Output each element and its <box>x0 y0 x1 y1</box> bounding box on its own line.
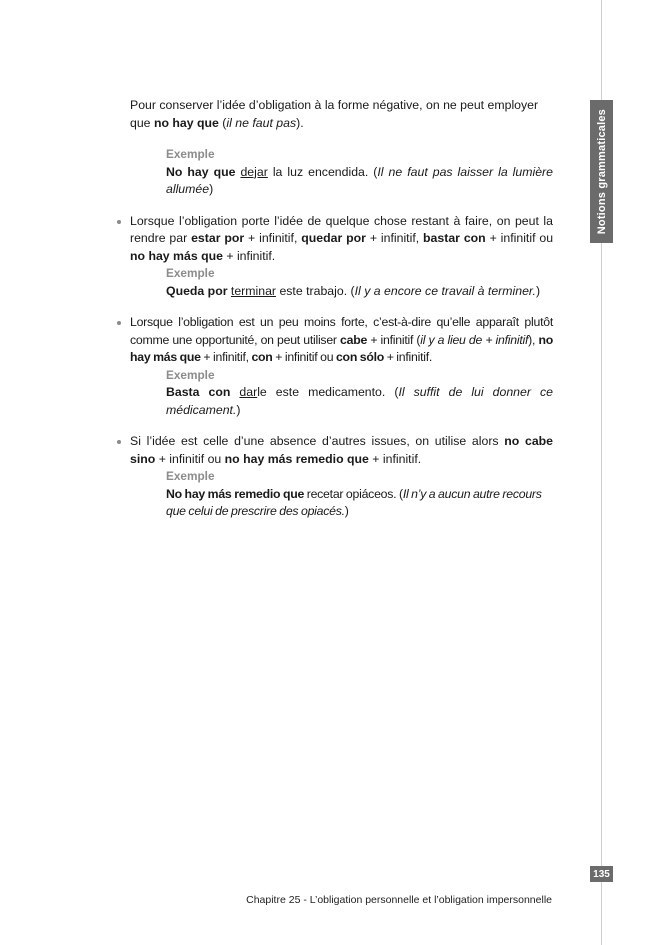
text: ). <box>296 115 304 130</box>
text: ) <box>236 402 241 417</box>
text: + infinitif ou <box>272 350 336 364</box>
term: no hay más que <box>130 248 223 263</box>
underlined-verb: dejar <box>240 164 268 179</box>
term-no-hay-que: no hay que <box>153 115 219 130</box>
example-label: Exemple <box>166 266 215 280</box>
example-block-1 <box>113 146 553 199</box>
text: Lorsque l’obligation est un peu moins forte, c’est-à-dire qu’elle apparaît plutôt comme une opportunité, on peut utiliser <box>130 315 553 347</box>
example-sentence <box>166 164 553 199</box>
section-tab <box>590 100 613 243</box>
example-sentence <box>166 283 553 301</box>
page-number: 135 <box>590 866 613 882</box>
underlined-verb: terminar <box>230 283 277 298</box>
text: + infinitif ( <box>367 332 421 347</box>
text: Si l’idée est celle d’une absence d’autres issues, on utilise alors <box>130 434 505 448</box>
bullet-opportunity <box>113 314 553 367</box>
term: con sólo <box>335 350 385 364</box>
text: ) <box>535 283 541 298</box>
text: + infinitif, <box>200 350 252 364</box>
term: Basta con <box>166 385 231 399</box>
translation: il ne faut pas <box>226 115 297 130</box>
example-sentence <box>166 384 553 419</box>
text: ) <box>344 504 349 518</box>
text: Lorsque l’obligation porte l’idée de quelque chose restant à faire, on peut la rendre par <box>130 213 553 245</box>
example-block-2 <box>113 265 553 300</box>
underlined-verb: dar <box>239 385 258 399</box>
translation: Il y a encore ce travail à terminer. <box>354 283 536 298</box>
chapter-footer: Chapitre 25 - L’obligation personnelle et l’obligation impersonnelle <box>246 894 552 906</box>
text: ( <box>218 115 227 130</box>
bullet-no-other-way <box>113 433 553 468</box>
term: cabe <box>340 332 368 347</box>
paragraph-negative-obligation <box>113 97 553 132</box>
term: Queda por <box>166 283 228 298</box>
term: No hay más remedio que <box>166 486 305 501</box>
text: Pour conserver l’idée d’obligation à la forme négative, on ne peut employer que <box>130 98 539 130</box>
term: con <box>251 350 273 364</box>
text: recetar opiáceos. ( <box>304 486 403 501</box>
text: + infinitif, <box>365 231 424 245</box>
term: estar por <box>191 231 245 245</box>
text: + infinitif, <box>244 231 302 245</box>
term: no hay más remedio que <box>224 451 369 466</box>
text: ) <box>209 182 214 196</box>
term: no hay más que <box>130 332 553 364</box>
text: + infinitif. <box>384 350 433 364</box>
translation: il y a lieu de + infinitif <box>420 332 529 347</box>
translation: Il ne faut pas laisser la lumière allumée <box>166 164 553 196</box>
text: + infinitif. <box>368 451 422 466</box>
example-block-4 <box>113 468 553 521</box>
bullet-remaining-task <box>113 213 553 266</box>
text: + infinitif. <box>222 248 276 263</box>
text: + infinitif ou <box>155 451 225 466</box>
translation: Il suffit de lui donner ce médicament. <box>166 385 553 417</box>
example-sentence <box>166 486 553 521</box>
text: este trabajo. ( <box>276 283 355 298</box>
example-label: Exemple <box>166 367 215 382</box>
text: + infinitif ou <box>485 231 554 245</box>
term: quedar por <box>301 231 366 245</box>
text: le este medicamento. ( <box>257 385 399 399</box>
text: ), <box>528 332 539 347</box>
section-tab-label: Notions grammaticales <box>595 108 608 235</box>
example-label: Exemple <box>166 469 215 483</box>
term: bastar con <box>423 231 486 245</box>
term: No hay que <box>166 164 236 179</box>
example-label: Exemple <box>166 147 215 161</box>
example-block-3 <box>113 367 553 420</box>
translation: Il n’y a aucun autre recours que celui de prescrire des opiacés. <box>166 486 542 518</box>
text: la luz encendida. ( <box>267 164 378 179</box>
page-body <box>113 97 553 521</box>
term: no cabe sino <box>130 434 554 466</box>
